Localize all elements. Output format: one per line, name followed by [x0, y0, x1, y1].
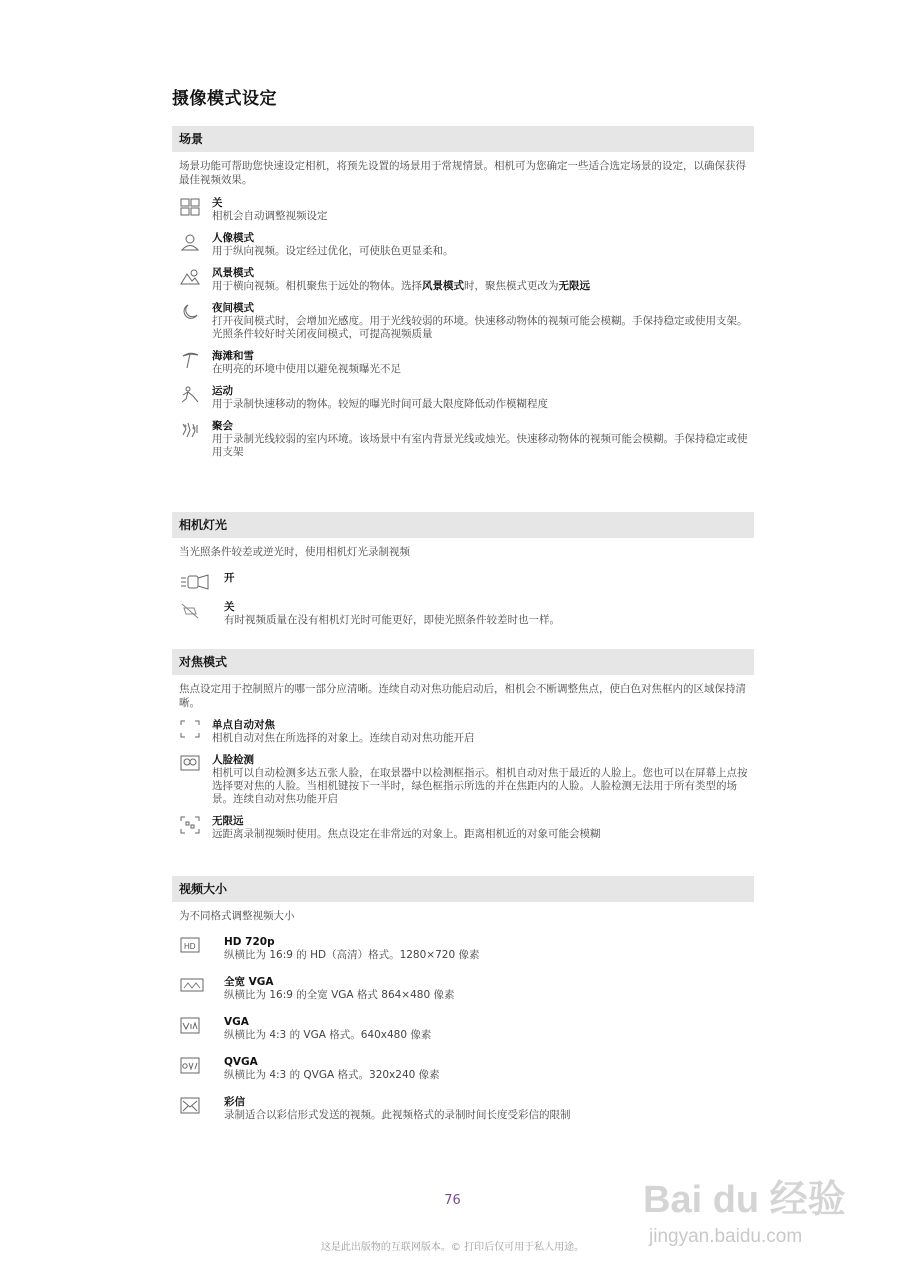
- desc-text: 用于横向视频。相机聚焦于远处的物体。选择: [212, 280, 422, 292]
- qvga-icon: [180, 1057, 202, 1075]
- item-name: 彩信: [224, 1095, 245, 1108]
- item-name: VGA: [224, 1015, 249, 1028]
- scene-item-off: [172, 197, 754, 223]
- footer-note: 这是此出版物的互联网版本。© 打印后仅可用于私人用途。: [320, 1242, 585, 1253]
- focus-intro: 焦点设定用于控制照片的哪一部分应清晰。连续自动对焦功能启动后，相机会不断调整焦点，使白色对焦框内的区域保持清晰。: [179, 683, 746, 709]
- item-name: 人脸检测: [212, 754, 254, 766]
- item-name: HD 720p: [224, 935, 275, 948]
- focus-header: 对焦模式: [172, 649, 754, 675]
- size-item-qvga: [172, 1056, 754, 1082]
- item-name: 人像模式: [212, 232, 254, 244]
- light-item-on: [172, 572, 754, 585]
- infinity-focus-icon: [180, 816, 202, 834]
- landscape-icon: [180, 268, 202, 286]
- focus-item-infinity: [172, 815, 754, 841]
- item-name: 单点自动对焦: [212, 719, 275, 731]
- item-desc: 在明亮的环境中使用以避免视频曝光不足: [212, 363, 401, 375]
- item-name: 风景模式: [212, 267, 254, 279]
- hd-icon: [180, 937, 202, 955]
- video-size-intro: 为不同格式调整视频大小: [179, 910, 295, 922]
- focus-item-single: [172, 719, 754, 745]
- light-section: [172, 512, 754, 627]
- single-autofocus-icon: [180, 720, 202, 738]
- size-item-fwvga: [172, 976, 754, 1002]
- item-name: 聚会: [212, 420, 233, 432]
- vga-icon: [180, 1017, 202, 1035]
- focus-item-face: [172, 754, 754, 806]
- item-desc: 有时视频质量在没有相机灯光时可能更好，即使光照条件较差时也一样。: [224, 613, 560, 626]
- scene-item-portrait: [172, 232, 754, 258]
- night-icon: [180, 303, 202, 321]
- light-item-off: [172, 601, 754, 627]
- page-title: 摄像模式设定: [172, 89, 277, 109]
- scene-item-night: [172, 302, 754, 341]
- item-desc: 录制适合以彩信形式发送的视频。此视频格式的录制时间长度受彩信的限制: [224, 1108, 571, 1121]
- item-desc: 相机会自动调整视频设定: [212, 210, 328, 222]
- video-size-section: [172, 876, 754, 1122]
- watermark-url: jingyan.baidu.com: [649, 1226, 803, 1247]
- scene-intro: 场景功能可帮助您快速设定相机，将预先设置的场景用于常规情景。相机可为您确定一些适合选定场景的设定，以确保获得最佳视频效果。: [179, 160, 746, 186]
- scene-item-sports: [172, 385, 754, 411]
- item-desc: 用于录制快速移动的物体。较短的曝光时间可最大限度降低动作模糊程度: [212, 398, 548, 410]
- item-name: 海滩和雪: [212, 350, 254, 362]
- item-desc: 纵横比为 16:9 的 HD（高清）格式。1280×720 像素: [224, 948, 480, 961]
- scene-header: 场景: [172, 126, 754, 152]
- item-desc: 用于录制光线较弱的室内环境。该场景中有室内背景光线或烛光。快速移动物体的视频可能会模糊。手保持稳定或使用支架: [212, 433, 748, 458]
- item-desc: 纵横比为 16:9 的全宽 VGA 格式 864×480 像素: [224, 988, 455, 1001]
- scene-off-icon: [180, 198, 202, 216]
- face-detection-icon: [180, 755, 202, 773]
- item-name: 开: [224, 571, 235, 584]
- light-on-icon: [180, 573, 212, 591]
- item-desc: 用于纵向视频。设定经过优化，可使肤色更显柔和。: [212, 245, 454, 257]
- scene-section: [172, 126, 754, 459]
- item-name: 关: [224, 600, 235, 613]
- size-item-vga: [172, 1016, 754, 1042]
- light-intro: 当光照条件较差或逆光时，使用相机灯光录制视频: [179, 546, 410, 558]
- desc-bold-infinity: 无限远: [558, 280, 590, 292]
- desc-text: 时，聚焦模式更改为: [464, 280, 559, 292]
- item-desc: 相机可以自动检测多达五张人脸，在取景器中以检测框指示。相机自动对焦于最近的人脸上。您也可以在屏幕上点按选择要对焦的人脸。当相机键按下一半时，绿色框指示所选的并在焦距内的人脸。人脸检测无法用于所有类型的场景。连续自动对焦功能开启: [212, 767, 748, 805]
- page-number: 76: [444, 1193, 461, 1208]
- item-name: 全宽 VGA: [224, 975, 274, 988]
- item-desc: 纵横比为 4:3 的 VGA 格式。640x480 像素: [224, 1028, 432, 1041]
- item-name: 无限远: [212, 815, 244, 827]
- size-item-mms: [172, 1096, 754, 1122]
- size-item-hd: [172, 936, 754, 962]
- video-size-header: 视频大小: [172, 876, 754, 902]
- party-icon: [180, 421, 202, 439]
- mms-icon: [180, 1097, 202, 1115]
- portrait-icon: [180, 233, 202, 251]
- scene-item-landscape: [172, 267, 754, 293]
- item-desc: 纵横比为 4:3 的 QVGA 格式。320x240 像素: [224, 1068, 440, 1081]
- svg-text:HD: HD: [184, 941, 196, 951]
- item-name: 关: [212, 197, 223, 209]
- fwvga-icon: [180, 977, 202, 995]
- item-desc: [212, 280, 754, 293]
- light-off-icon: [180, 602, 202, 620]
- light-header: 相机灯光: [172, 512, 754, 538]
- watermark-logo-text: Bai du 经验: [643, 1179, 846, 1221]
- desc-bold-landscape: 风景模式: [422, 280, 464, 292]
- item-name: QVGA: [224, 1055, 258, 1068]
- item-desc: 打开夜间模式时，会增加光感度。用于光线较弱的环境。快速移动物体的视频可能会模糊。手保持稳定或使用支架。光照条件较好时关闭夜间模式，可提高视频质量: [212, 315, 748, 340]
- item-desc: 相机自动对焦在所选择的对象上。连续自动对焦功能开启: [212, 732, 475, 744]
- item-desc: 远距离录制视频时使用。焦点设定在非常远的对象上。距离相机近的对象可能会模糊: [212, 828, 601, 840]
- item-name: 夜间模式: [212, 302, 254, 314]
- sports-icon: [180, 386, 202, 404]
- focus-section: [172, 649, 754, 841]
- scene-item-party: [172, 420, 754, 459]
- item-name: 运动: [212, 385, 233, 397]
- scene-item-beach-snow: [172, 350, 754, 376]
- beach-snow-icon: [180, 351, 202, 369]
